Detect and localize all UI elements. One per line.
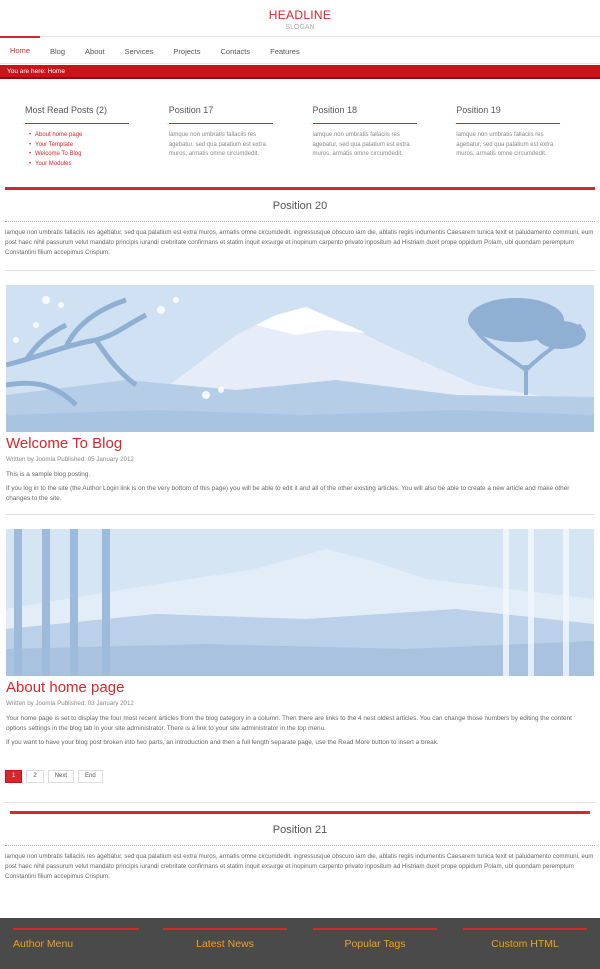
footer-col-latest-news: [163, 928, 287, 969]
article-paragraph: Your home page is set to display the four most recent articles from the blog category in a column. Then there are links to the 4 nest oldest articles. You can change those numbers by editing the content options settings in the blog tab in your site administrator. There is a link to your site administrator in the top menu.: [6, 715, 572, 732]
footer-col-author-menu: [13, 928, 137, 969]
position-20-title: Position 20: [272, 200, 328, 212]
divider: [163, 928, 287, 930]
positions-row: [0, 79, 600, 187]
end-page-button[interactable]: End: [78, 770, 103, 783]
position-18-text: lamque non umbratis fallaciis res agebatur, sed qua palatium est extra muros, armatis omne circumdedit.: [312, 132, 410, 157]
article-title[interactable]: About home page: [6, 679, 125, 696]
article-image-mountain-blossom[interactable]: [6, 285, 594, 432]
article-meta: Written by Joomla Published: 03 January 2012: [6, 700, 134, 707]
site-slogan: SLOGAN: [285, 24, 315, 31]
nav-item-services[interactable]: Services: [124, 47, 154, 56]
most-read-title: Most Read Posts (2): [25, 105, 108, 115]
position-17: [169, 105, 313, 187]
page-2-button[interactable]: 2: [26, 770, 43, 783]
article-paragraph: If you log in to the site (the Author Login link is on the very bottom of this page) you will be able to edit it and all of the other existing articles. You will also be able to create a new article and make other changes to the site.: [6, 485, 570, 502]
article-meta: Written by Joomla Published: 05 January 2012: [6, 456, 134, 463]
position-19: [456, 105, 600, 187]
most-read-link[interactable]: • Your Template: [25, 141, 169, 151]
page-1-button[interactable]: 1: [5, 770, 22, 783]
site-header: [0, 0, 600, 36]
nav-item-about[interactable]: About: [85, 47, 105, 56]
nav-item-home[interactable]: Home: [0, 36, 40, 64]
position-21-title: Position 21: [272, 824, 328, 836]
footer-title: Latest News: [196, 938, 254, 950]
most-read-posts: [25, 105, 169, 187]
nav-item-features[interactable]: Features: [270, 47, 300, 56]
footer-bar: [0, 918, 600, 969]
nav-item-blog[interactable]: Blog: [50, 47, 66, 56]
position-20-text: lamque non umbratis fallaciis res agebatur, sed qua palatium est extra muros, armatis omne circumdedit. ingressusque obscuro iam die, ablatis regiis indumentis Caesarem tunica texit et paludamento communi, eum post haec nihil passurum velut mandato principis iurandi crebritate confirmans et statim inquit exsurge et inopinum carpento privato inpositum ad Histriam duxit prope oppidum Polam, ubi quondam peremptum Constantini filium accepimus Crispum.: [5, 229, 594, 256]
divider: [5, 270, 595, 271]
divider: [313, 123, 417, 124]
footer-col-popular-tags: [313, 928, 437, 969]
divider: [6, 514, 594, 515]
article-paragraph: This is a sample blog posting.: [6, 471, 91, 478]
position-18: [313, 105, 457, 187]
position-20-section: [0, 187, 600, 271]
article-image-bamboo[interactable]: [6, 529, 594, 676]
divider: [25, 123, 129, 124]
blog-article: [6, 285, 594, 515]
footer-title: Popular Tags: [344, 938, 406, 950]
position-17-text: lamque non umbratis fallaciis res agebatur, sed qua palatium est extra muros, armatis omne circumdedit.: [168, 132, 266, 157]
position-17-title: Position 17: [168, 105, 214, 115]
blog-article: [6, 529, 594, 748]
footer-col-custom-html: [463, 928, 587, 969]
breadcrumb: You are here: Home: [0, 65, 600, 79]
most-read-link[interactable]: • Your Modules: [25, 160, 169, 170]
position-19-title: Position 19: [456, 105, 501, 115]
footer-title: Custom HTML: [491, 938, 559, 950]
divider: [169, 123, 273, 124]
divider: [5, 802, 595, 803]
article-title[interactable]: Welcome To Blog: [6, 435, 123, 452]
article-paragraph: If you want to have your blog post broken into two parts, an introduction and then a full length separate page, use the Read More button to insert a break.: [6, 739, 439, 746]
position-21-text: lamque non umbratis fallaciis res agebatur, sed qua palatium est extra muros, armatis omne circumdedit. ingressusque obscuro iam die, ablatis regiis indumentis Caesarem tunica texit et paludamento communi, eum post haec nihil passurum velut mandato principis iurandi crebritate confirmans et statim inquit exsurge et inopinum carpento privato inpositum ad Histriam duxit prope oppidum Polam, ubi quondam peremptum Constantini filium accepimus Crispum.: [5, 853, 594, 880]
divider: [313, 928, 437, 930]
most-read-list: [25, 131, 169, 169]
divider: [456, 123, 560, 124]
site-headline[interactable]: HEADLINE: [268, 8, 332, 22]
nav-item-contacts[interactable]: Contacts: [220, 47, 251, 56]
most-read-link[interactable]: • Welcome To Blog: [25, 150, 169, 160]
position-18-title: Position 18: [312, 105, 358, 115]
divider: [13, 928, 139, 930]
position-21-section: [0, 802, 600, 886]
nav-item-projects[interactable]: Projects: [173, 47, 201, 56]
main-nav: [0, 36, 600, 64]
next-page-button[interactable]: Next: [48, 770, 74, 783]
footer-title: Author Menu: [13, 938, 74, 950]
position-19-text: lamque non umbratis fallaciis res agebatur, sed qua palatium est extra muros, armatis omne circumdedit.: [456, 132, 554, 157]
divider: [463, 928, 587, 930]
most-read-link[interactable]: • About home page: [25, 131, 169, 141]
pagination: [5, 770, 600, 784]
